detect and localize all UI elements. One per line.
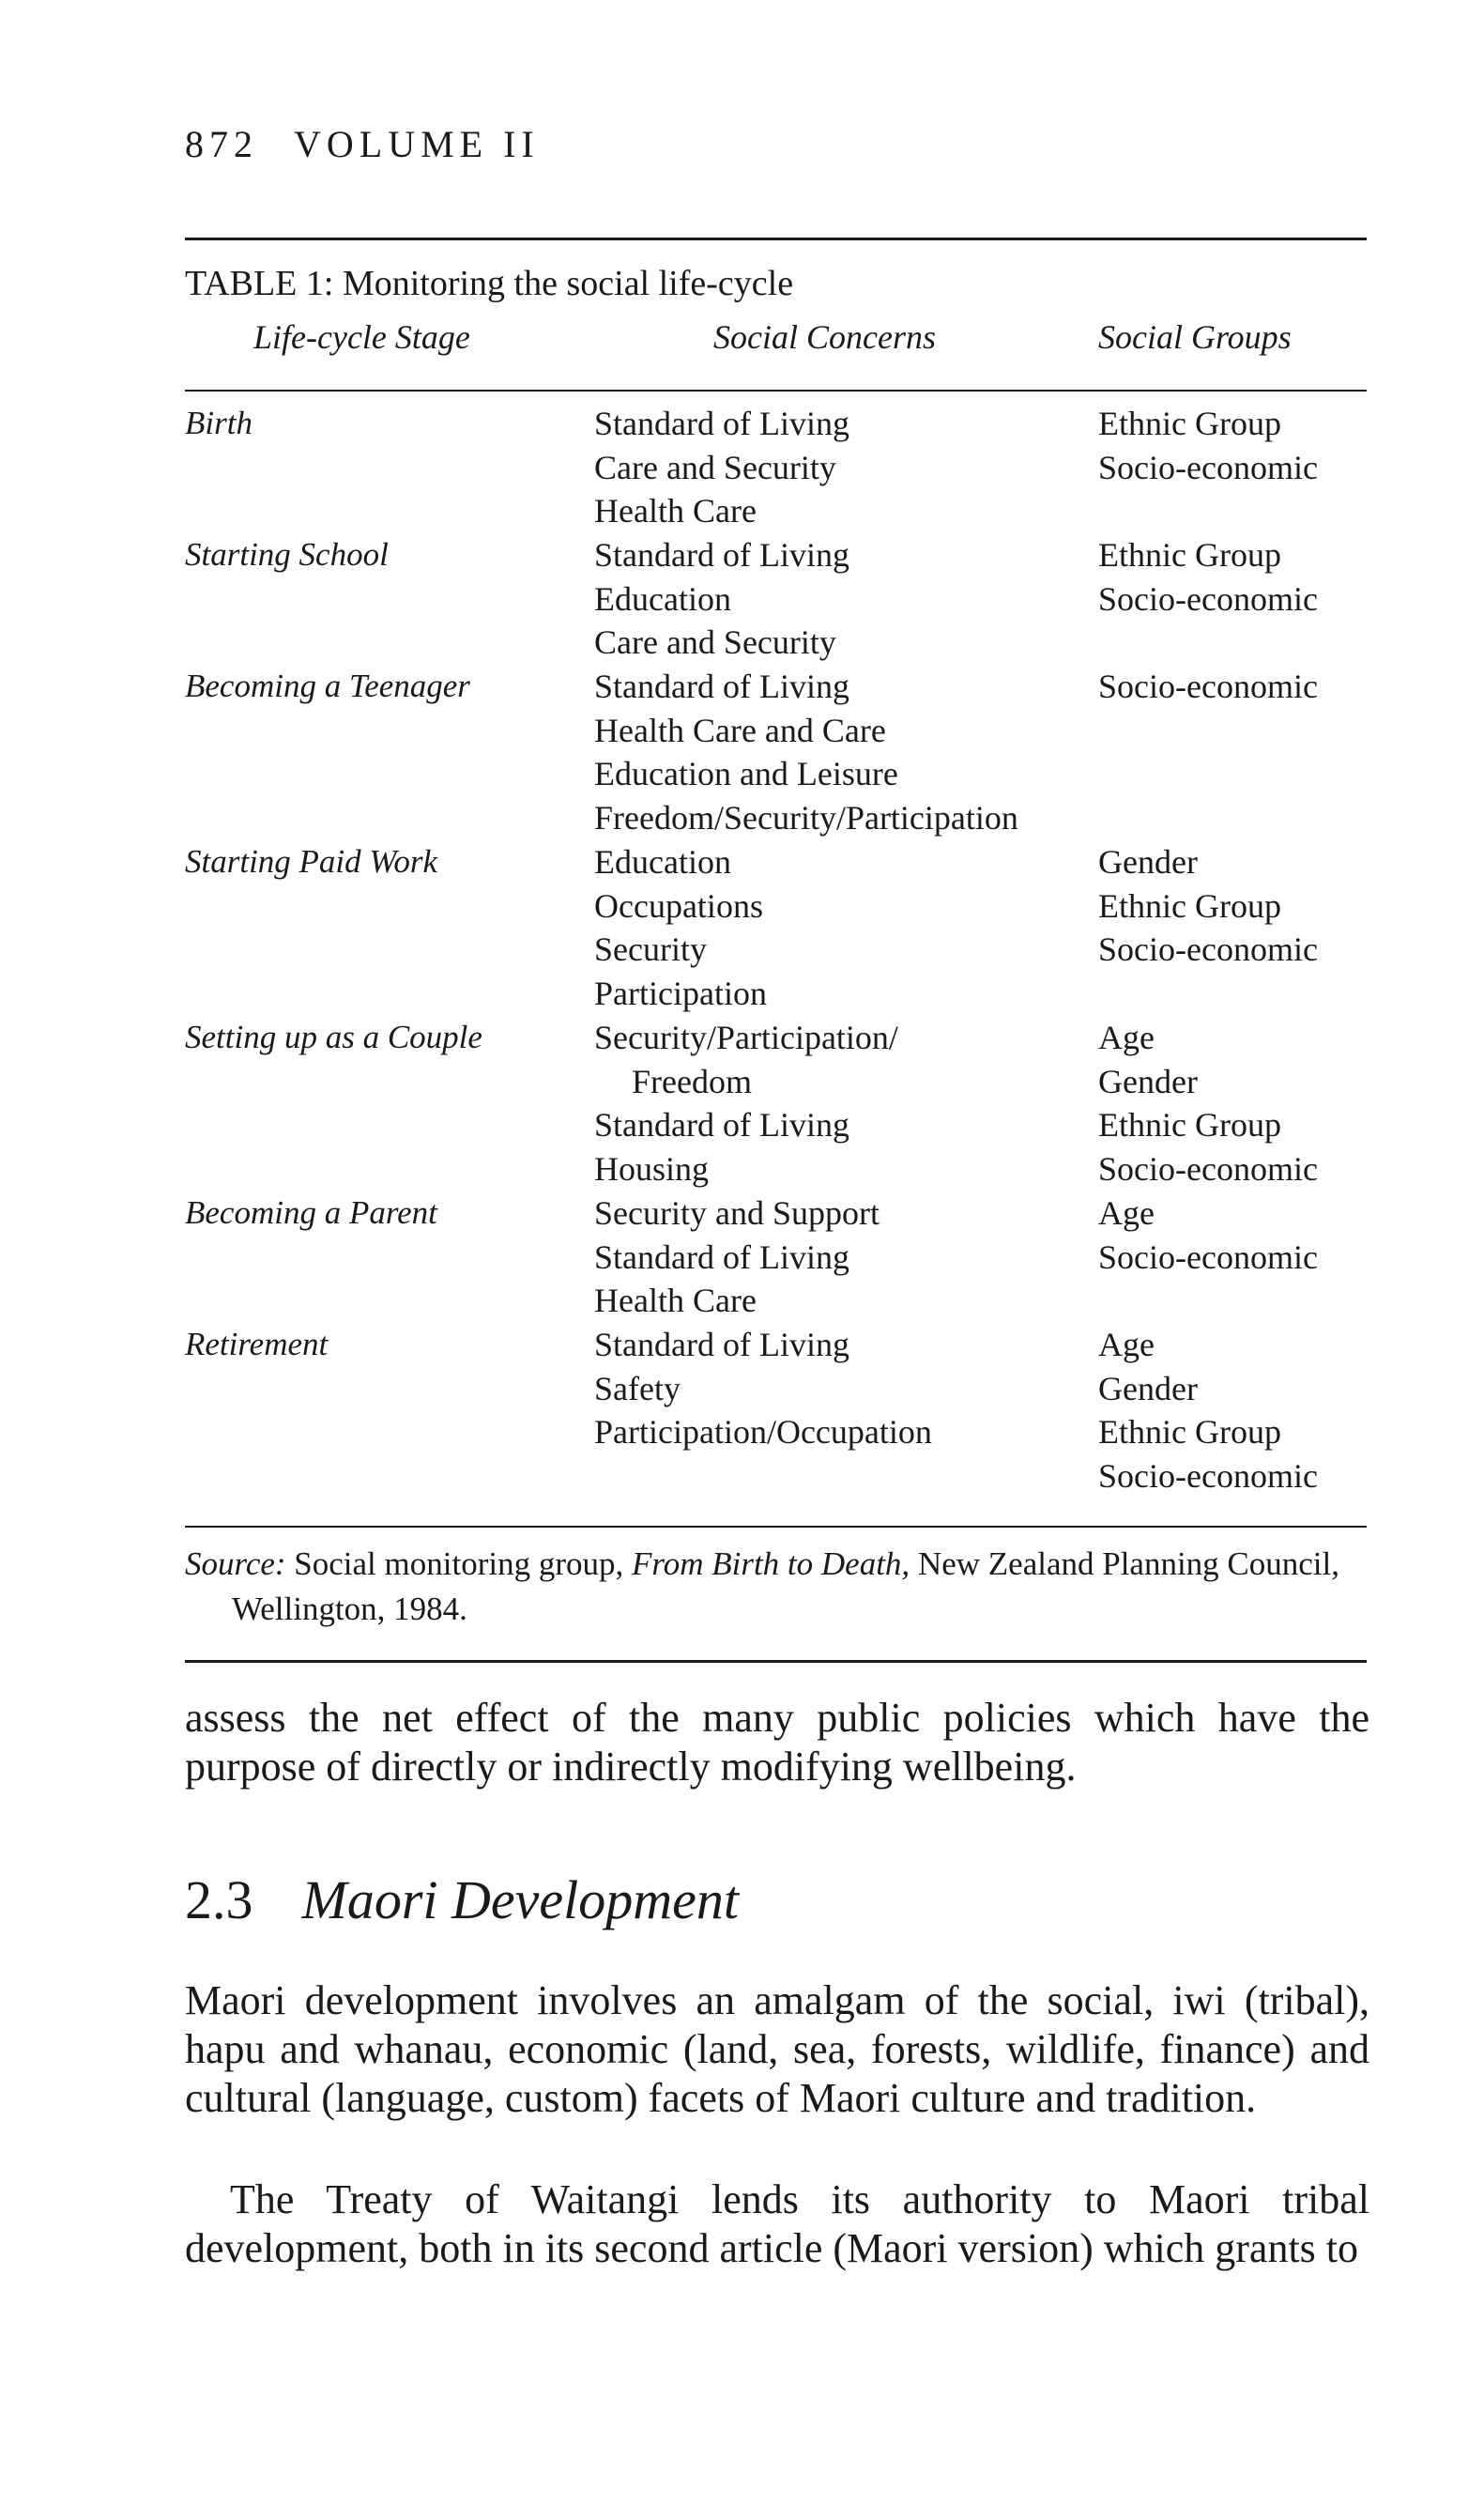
group-item: Socio-economic — [1098, 930, 1318, 969]
group-item: Ethnic Group — [1098, 1413, 1281, 1452]
body-paragraph: Maori development involves an amalgam of the social, iwi (tribal), hapu and whanau, economic (land, sea, forests, wildlife, finance) and cultural (language, custom) facets of Maori culture and tradition. — [185, 1977, 1369, 2121]
table-row-concerns — [594, 1016, 898, 1191]
table-row-stage: Setting up as a Couple — [185, 1019, 482, 1055]
table-row-stage: Retirement — [185, 1326, 329, 1362]
table-row-groups — [1098, 1016, 1318, 1191]
column-header-concerns: Social Concerns — [713, 318, 936, 356]
body-paragraph: assess the net effect of the many public policies which have the purpose of directly or indirectly modifying wellbeing. — [185, 1695, 1369, 1790]
table-top-rule — [185, 238, 1367, 240]
concern-item: Education — [594, 843, 731, 881]
source-title: From Birth to Death, — [632, 1545, 910, 1582]
table-source-note — [185, 1542, 1369, 1632]
table-row-stage: Birth — [185, 405, 252, 441]
table-row-groups — [1098, 402, 1318, 489]
concern-item: Security/Participation/ — [594, 1019, 898, 1056]
body-paragraph: The Treaty of Waitangi lends its authority to Maori tribal development, both in its second article (Maori version) which grants to — [185, 2176, 1369, 2271]
table-row-stage: Starting School — [185, 536, 389, 573]
table-row-stage: Becoming a Teenager — [185, 668, 470, 704]
table-row-concerns — [594, 665, 1018, 839]
table-row-concerns — [594, 840, 767, 1015]
concern-item: Health Care — [594, 492, 757, 530]
table-row-concerns — [594, 1191, 880, 1323]
table-row-groups — [1098, 840, 1318, 972]
group-item: Gender — [1098, 1369, 1198, 1407]
concern-item: Participation/Occupation — [594, 1413, 932, 1452]
group-item: Socio-economic — [1098, 579, 1318, 618]
volume-label: VOLUME II — [294, 123, 540, 165]
table-row-groups — [1098, 1191, 1318, 1279]
concern-item: Participation — [594, 974, 767, 1012]
concern-item: Standard of Living — [594, 668, 849, 705]
table-row-concerns — [594, 402, 849, 533]
table-row-stage: Becoming a Parent — [185, 1194, 437, 1231]
concern-item: Freedom/Security/Participation — [594, 798, 1018, 837]
concern-item: Care and Security — [594, 448, 836, 486]
concern-item: Freedom — [632, 1062, 752, 1100]
page-number: 872 — [185, 123, 258, 165]
concern-item: Housing — [594, 1149, 710, 1188]
concern-item: Care and Security — [594, 623, 836, 662]
group-item: Socio-economic — [1098, 1456, 1318, 1495]
column-header-stage: Life-cycle Stage — [253, 318, 470, 356]
concern-item: Education and Leisure — [594, 755, 898, 793]
table-footer-rule — [185, 1526, 1367, 1528]
running-head — [185, 122, 540, 166]
table-row-concerns — [594, 1323, 932, 1454]
table-bottom-rule — [185, 1660, 1367, 1663]
source-label: Source: — [185, 1545, 286, 1582]
table-row-groups — [1098, 533, 1318, 621]
table-header-rule — [185, 390, 1367, 392]
concern-item: Health Care — [594, 1282, 757, 1320]
group-item: Gender — [1098, 843, 1198, 881]
concern-item: Standard of Living — [594, 536, 849, 574]
column-header-groups: Social Groups — [1098, 318, 1292, 356]
concern-item: Education — [594, 579, 731, 618]
concern-item: Security and Support — [594, 1194, 880, 1232]
section-number: 2.3 — [185, 1869, 253, 1930]
concern-item: Security — [594, 930, 707, 969]
section-heading — [185, 1868, 739, 1931]
table-row-concerns — [594, 533, 849, 665]
group-item: Ethnic Group — [1098, 536, 1281, 574]
concern-item: Safety — [594, 1369, 681, 1407]
group-item: Ethnic Group — [1098, 405, 1281, 442]
concern-item: Health Care and Care — [594, 711, 886, 749]
group-item: Ethnic Group — [1098, 886, 1281, 925]
group-item: Age — [1098, 1194, 1155, 1232]
section-title: Maori Development — [301, 1869, 739, 1930]
source-text-2: New Zealand Planning Council, Wellington, 1984. — [232, 1545, 1340, 1627]
source-text-1: Social monitoring group, — [294, 1545, 624, 1582]
concern-item: Standard of Living — [594, 1237, 849, 1276]
concern-item: Standard of Living — [594, 1106, 849, 1145]
group-item: Socio-economic — [1098, 668, 1318, 705]
concern-item: Standard of Living — [594, 1326, 849, 1363]
group-item: Gender — [1098, 1062, 1198, 1100]
group-item: Age — [1098, 1326, 1155, 1363]
table-row-groups — [1098, 665, 1318, 709]
table-row-groups — [1098, 1323, 1318, 1498]
table-caption: TABLE 1: Monitoring the social life-cycle — [185, 264, 794, 303]
group-item: Socio-economic — [1098, 1237, 1318, 1276]
concern-item: Standard of Living — [594, 405, 849, 442]
concern-item: Occupations — [594, 886, 763, 925]
group-item: Socio-economic — [1098, 1149, 1318, 1188]
group-item: Socio-economic — [1098, 448, 1318, 486]
group-item: Age — [1098, 1019, 1155, 1056]
table-row-stage: Starting Paid Work — [185, 843, 437, 880]
group-item: Ethnic Group — [1098, 1106, 1281, 1145]
